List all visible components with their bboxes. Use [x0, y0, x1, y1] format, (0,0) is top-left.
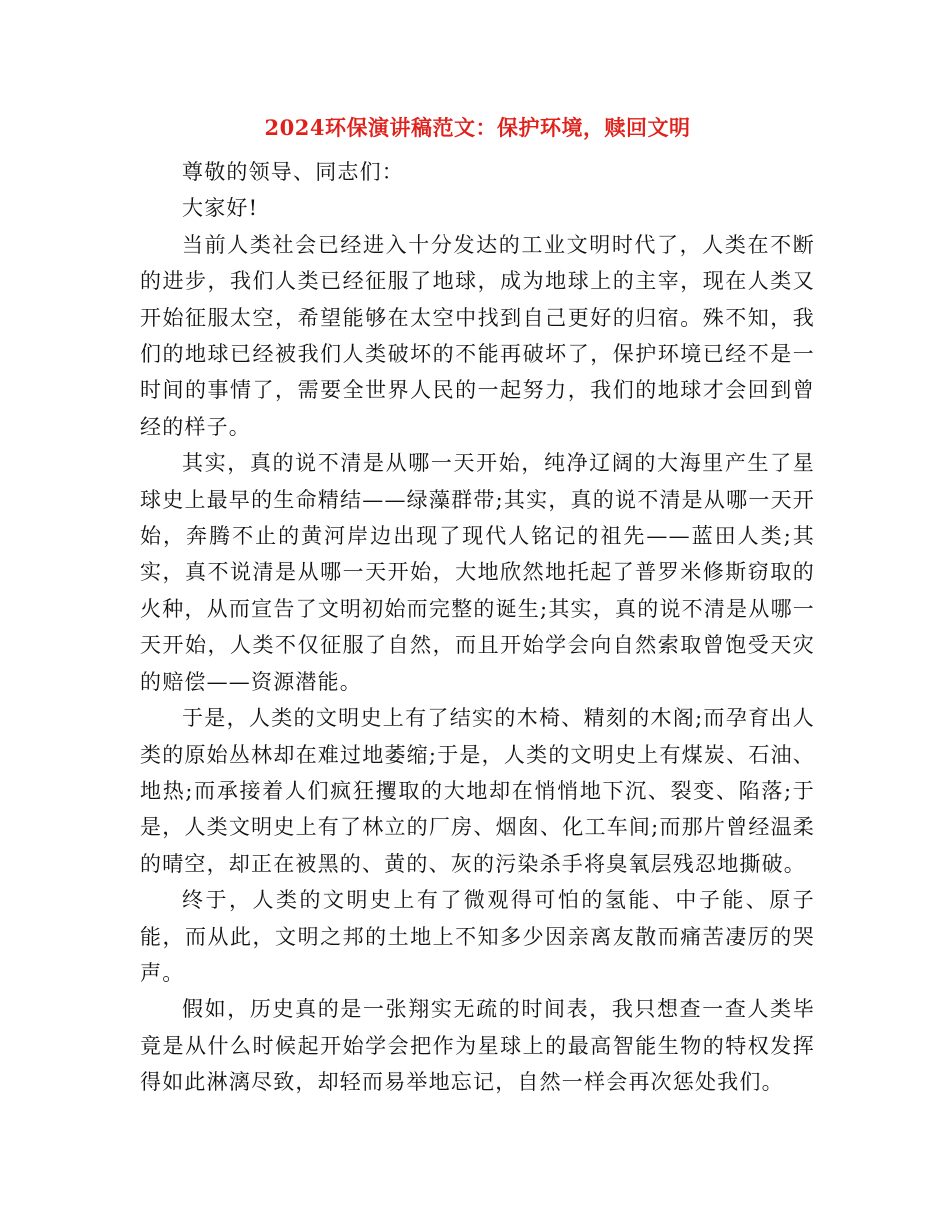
document-title: 2024环保演讲稿范文：保护环境，赎回文明: [264, 115, 691, 140]
body-paragraph-5: 假如，历史真的是一张翔实无疏的时间表，我只想查一查人类毕竟是从什么时候起开始学会把作为星球上的最高智能生物的特权发挥得如此淋漓尽致，却轻而易举地忘记，自然一样会再次惩处我们。: [140, 997, 815, 1095]
body-paragraph-3: 于是，人类的文明史上有了结实的木椅、精刻的木阁;而孕育出人类的原始丛林却在难过地萎缩;于是，人类的文明史上有煤炭、石油、地热;而承接着人们疯狂攫取的大地却在悄悄地下沉、裂变、陷落;于是，人类文明史上有了林立的厂房、烟囱、化工车间;而那片曾经温柔的晴空，却正在被黑的、黄的、灰的污染杀手将臭氧层残忍地撕破。: [140, 706, 815, 876]
body-paragraph-1: 当前人类社会已经进入十分发达的工业文明时代了，人类在不断的进步，我们人类已经征服了地球，成为地球上的主宰，现在人类又开始征服太空，希望能够在太空中找到自己更好的归宿。殊不知，我们的地球已经被我们人类破坏的不能再破坏了，保护环境已经不是一时间的事情了，需要全世界人民的一起努力，我们的地球才会回到曾经的样子。: [140, 232, 815, 439]
salutation-paragraph: 尊敬的领导、同志们：: [182, 160, 404, 184]
greeting-paragraph: 大家好!: [182, 196, 259, 221]
body-paragraph-4: 终于，人类的文明史上有了微观得可怕的氢能、中子能、原子能，而从此，文明之邦的土地上不知多少因亲离友散而痛苦凄厉的哭声。: [140, 888, 815, 985]
body-paragraph-2: 其实，真的说不清是从哪一天开始，纯净辽阔的大海里产生了星球史上最早的生命精结——绿藻群带;其实，真的说不清是从哪一天开始，奔腾不止的黄河岸边出现了现代人铭记的祖先——蓝田人类;其实，真不说清是从哪一天开始，大地欣然地托起了普罗米修斯窃取的火种，从而宣告了文明初始而完整的诞生;其实，真的说不清是从哪一天开始，人类不仅征服了自然，而且开始学会向自然索取曾饱受天灾的赔偿——资源潜能。: [140, 451, 815, 694]
document-page: [140, 110, 815, 1101]
